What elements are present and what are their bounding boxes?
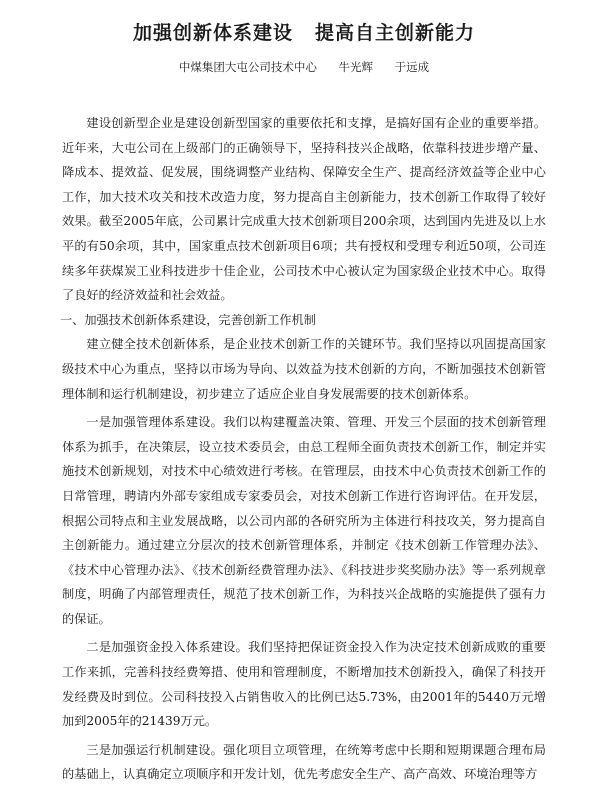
section-heading-1: 一、加强技术创新体系建设，完善创新工作机制 [60, 312, 316, 327]
section-1-paragraph-3: 二是加强资金投入体系建设。我们坚持把保证资金投入作为决定技术创新成败的重要工作来抓，完善科技经费筹措、使用和管理制度，不断增加技术创新投入，确保了科技开发经费及时到位。公司科技投入占销售收入的比例已达5.73%，由2001年的5440万元增加到2005年的21439万元。 [62, 640, 546, 729]
author-1: 牛光辉 [338, 60, 373, 74]
title-part-1: 加强创新体系建设 [132, 22, 293, 44]
byline [62, 59, 546, 75]
section-1-paragraph-1: 建立健全技术创新体系，是企业技术创新工作的关键环节。我们坚持以巩固提高国家级技术中心为重点，坚持以市场为导向、以效益为技术创新的方向，不断加强技术创新管理体制和运行机制建设，初步建立了适应企业自身发展需要的技术创新体系。 [62, 337, 546, 401]
affiliation: 中煤集团大屯公司技术中心 [178, 60, 317, 74]
article-title [62, 18, 546, 45]
section-1-paragraph-4: 三是加强运行机制建设。强化项目立项管理，在统筹考虑中长期和短期课题合理布局的基础上，认真确定立项顺序和开发计划，优先考虑安全生产、高产高效、环境治理等方 [62, 742, 546, 782]
intro-paragraph: 建设创新型企业是建设创新型国家的重要依托和支撑，是搞好国有企业的重要举措。近年来，大屯公司在上级部门的正确领导下，坚持科技兴企战略，依靠科技进步增产量、降成本、提效益、促发展，围绕调整产业结构、保障安全生产、提高经济效益等企业中心工作，加大技术攻关和技术改造力度，努力提高自主创新能力，技术创新工作取得了较好效果。截至2005年底，公司累计完成重大技术创新项目200余项，达到国内先进及以上水平的有50余项，其中，国家重点技术创新项目6项；共有授权和受理专利近50项，公司连续多年获煤炭工业科技进步十佳企业，公司技术中心被认定为国家级企业技术中心。取得了良好的经济效益和社会效益。 [62, 116, 546, 303]
section-1-paragraph-2: 一是加强管理体系建设。我们以构建覆盖决策、管理、开发三个层面的技术创新管理体系为抓手，在决策层，设立技术委员会，由总工程师全面负责技术创新工作，制定并实施技术创新规划，对技术中心绩效进行考核。在管理层，由技术中心负责技术创新工作的日常管理，聘请内外部专家组成专家委员会，对技术创新工作进行咨询评估。在开发层，根据公司特点和主业发展战略，以公司内部的各研究所为主体进行科技攻关，努力提高自主创新能力。通过建立分层次的技术创新管理体系，并制定《技术创新工作管理办法》、《技术中心管理办法》、《技术创新经费管理办法》、《科技进步奖奖励办法》等一系列规章制度，明确了内部管理责任，规范了技术创新工作，为科技兴企战略的实施提供了强有力的保证。 [62, 415, 546, 626]
title-part-2: 提高自主创新能力 [315, 22, 476, 44]
author-2: 于远成 [394, 60, 430, 74]
